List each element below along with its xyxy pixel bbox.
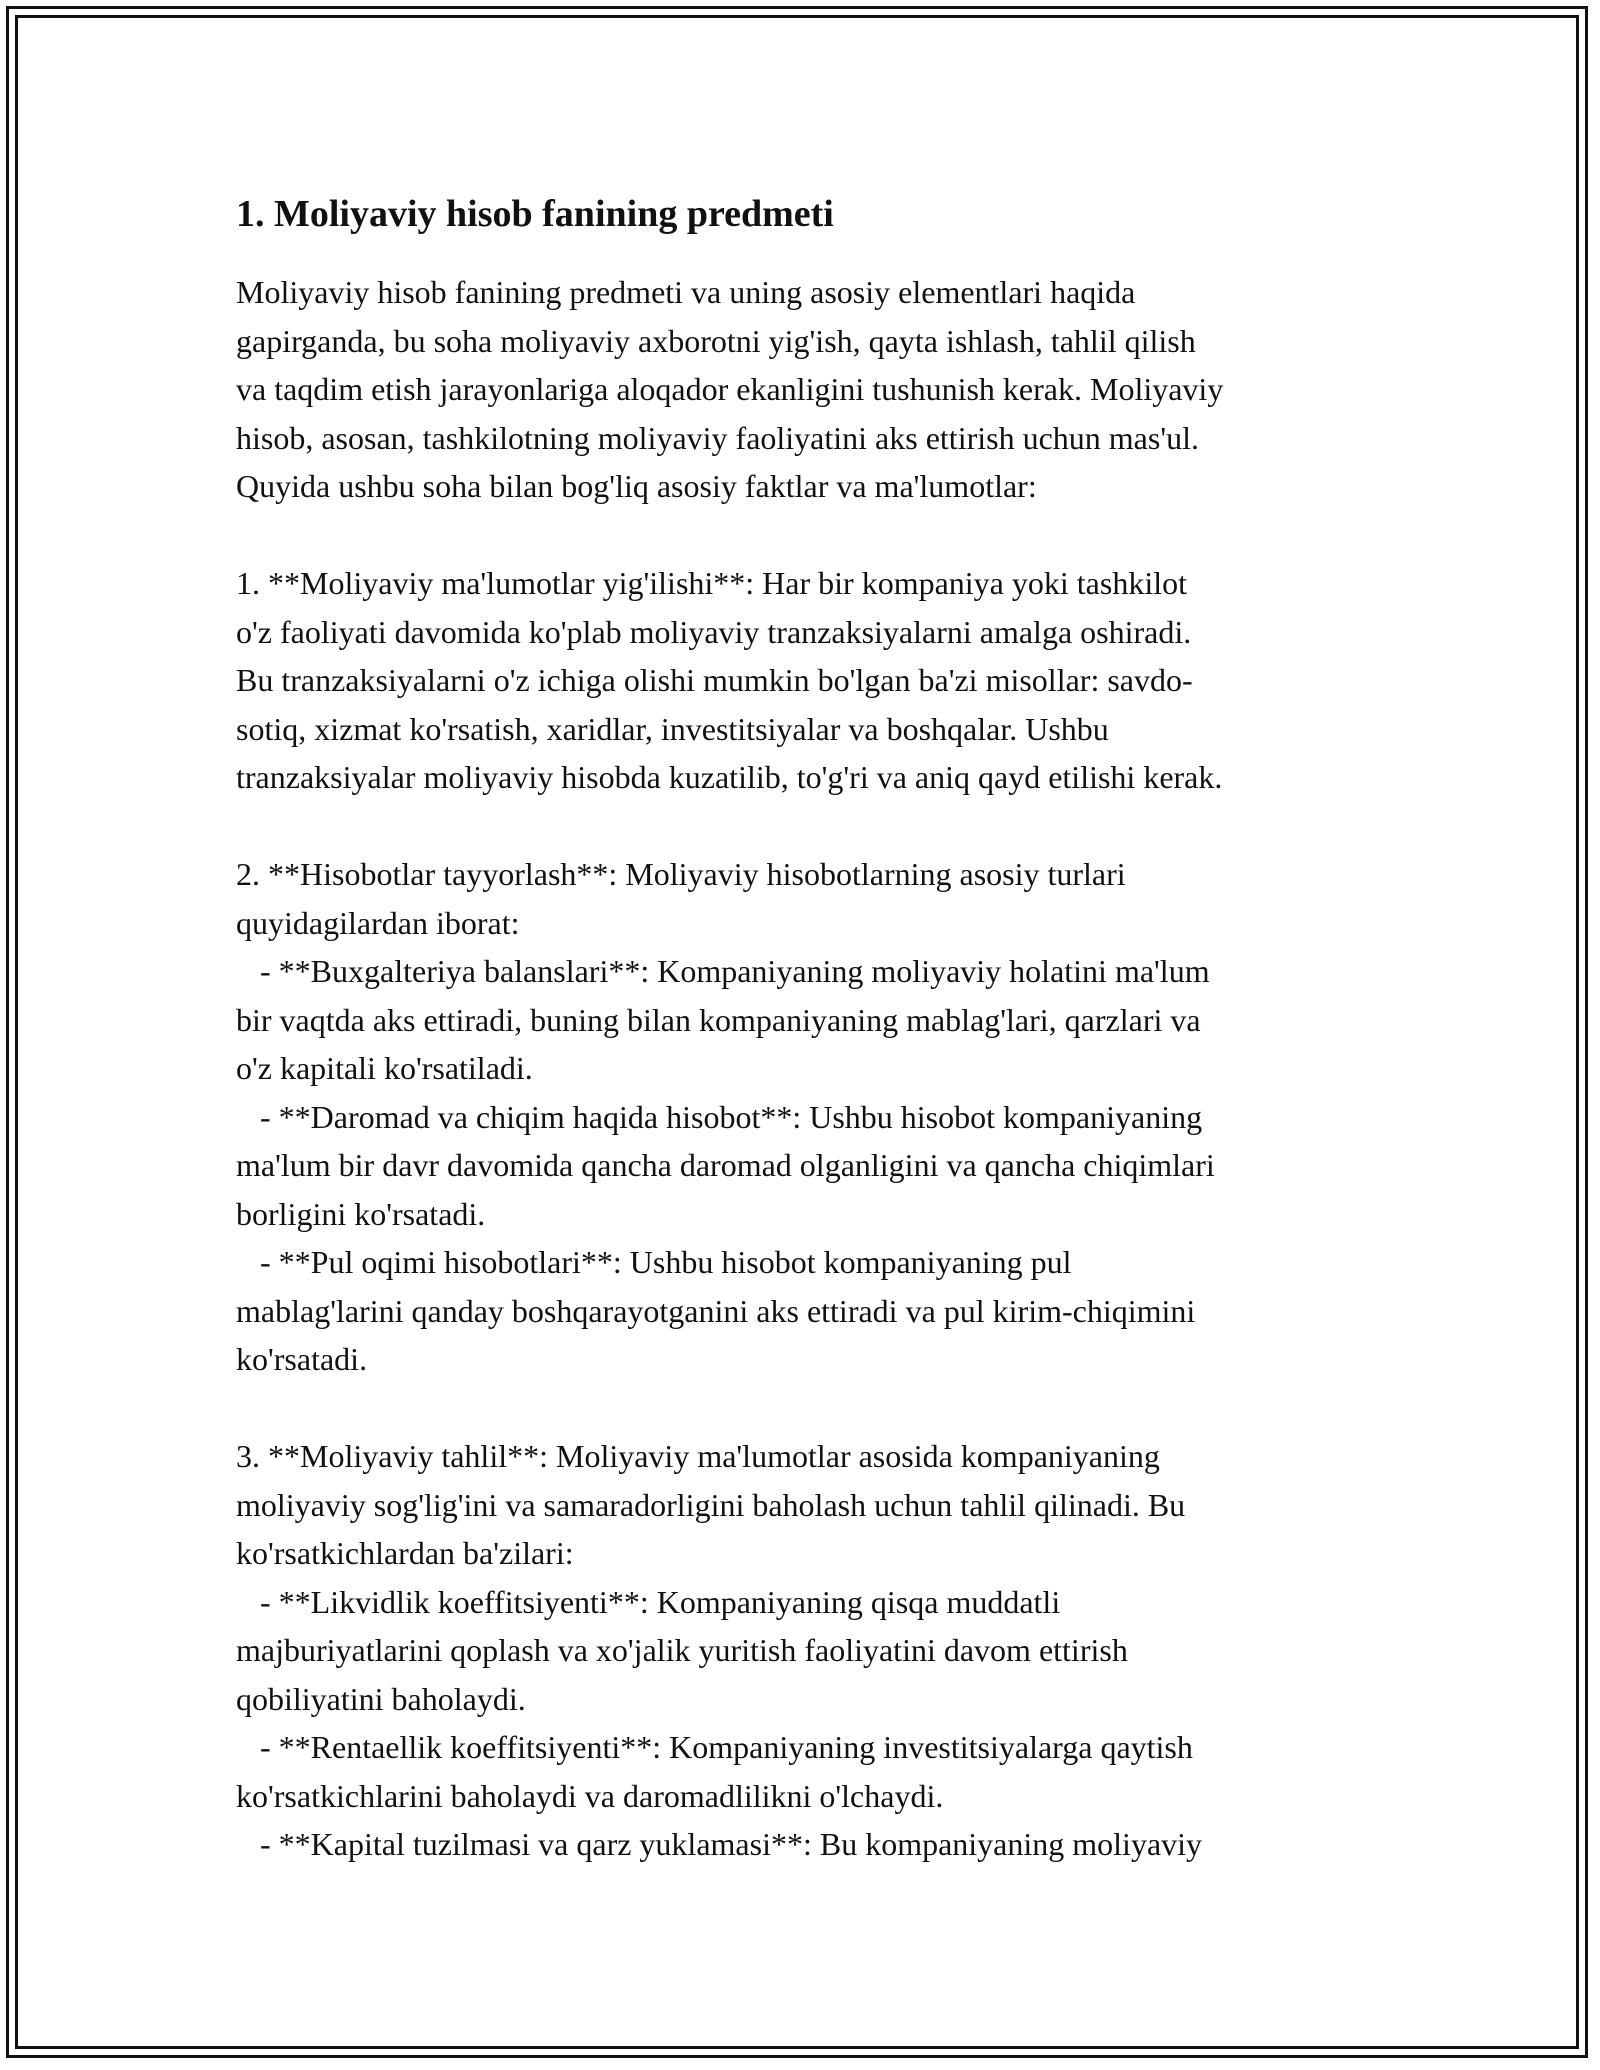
section-heading: 1. Moliyaviy hisob fanining predmeti: [236, 193, 834, 235]
item-2-paragraph: 2. **Hisobotlar tayyorlash**: Moliyaviy hisobotlarning asosiy turlari quyidagilardan iborat: - **Buxgalteriya balanslari**: Kompaniyaning moliyaviy holatini ma'lum bir vaqtda aks ettiradi, buning bilan kompaniyaning mablag'lari, qarzlari va o'z kapitali ko'rsatiladi. - **Daromad va chiqim haqida hisobot**: Ushbu hisobot kompaniyaning ma'lum bir davr davomida qancha daromad olganligini va qancha chiqimlari borligini ko'rsatadi. - **Pul oqimi hisobotlari**: Ushbu hisobot kompaniyaning pul mablag'larini qanday boshqarayotganini aks ettiradi va pul kirim-chiqimini ko'rsatadi.: [236, 856, 1215, 1377]
blank-line: [236, 802, 1376, 851]
item-3-paragraph: 3. **Moliyaviy tahlil**: Moliyaviy ma'lumotlar asosida kompaniyaning moliyaviy sog'lig'ini va samaradorligini baholash uchun tahlil qilinadi. Bu ko'rsatkichlardan ba'zilari: - **Likvidlik koeffitsiyenti**: Kompaniyaning qisqa muddatli majburiyatlarini qoplash va xo'jalik yuritish faoliyatini davom ettirish qobiliyatini baholaydi. - **Rentaellik koeffitsiyenti**: Kompaniyaning investitsiyalarga qaytish ko'rsatkichlarini baholaydi va daromadlilikni o'lchaydi. - **Kapital tuzilmasi va qarz yuklamasi**: Bu kompaniyaning moliyaviy: [236, 1438, 1203, 1862]
item-1-paragraph: 1. **Moliyaviy ma'lumotlar yig'ilishi**: Har bir kompaniya yoki tashkilot o'z faoliyati davomida ko'plab moliyaviy tranzaksiyalarni amalga oshiradi. Bu tranzaksiyalarni o'z ichiga olishi mumkin bo'lgan ba'zi misollar: savdo- sotiq, xizmat ko'rsatish, xaridlar, investitsiyalar va boshqalar. Ushbu tranzaksiyalar moliyaviy hisobda kuzatilib, to'g'ri va aniq qayd etilishi kerak.: [236, 565, 1223, 795]
intro-paragraph: Moliyaviy hisob fanining predmeti va uning asosiy elementlari haqida gapirganda, bu soha moliyaviy axborotni yig'ish, qayta ishlash, tahlil qilish va taqdim etish jarayonlariga aloqador ekanligini tushunish kerak. Moliyaviy hisob, asosan, tashkilotning moliyaviy faoliyatini aks ettirish uchun mas'ul. Quyida ushbu soha bilan bog'liq asosiy faktlar va ma'lumotlar:: [236, 274, 1224, 504]
blank-line: [236, 511, 1376, 560]
blank-line: [236, 1384, 1376, 1433]
document-body: [236, 188, 1376, 1869]
